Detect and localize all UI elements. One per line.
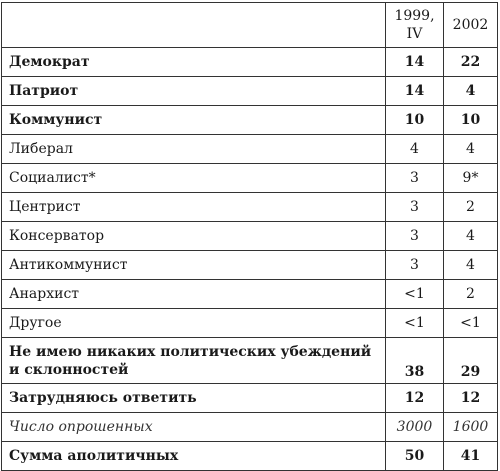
value-2002: <1 (444, 309, 498, 338)
table-row (2, 164, 498, 193)
row-label: Не имею никаких политических убеждений и склонностей (2, 338, 386, 384)
column-header-1999: 1999, IV (386, 3, 444, 48)
row-label: Анархист (2, 280, 386, 309)
empty-corner-cell (2, 3, 386, 48)
row-label: Число опрошенных (2, 413, 386, 442)
value-2002: 22 (444, 48, 498, 77)
value-2002: 41 (444, 442, 498, 471)
table-row (2, 413, 498, 442)
value-2002: 10 (444, 106, 498, 135)
table-row (2, 193, 498, 222)
header-row (2, 3, 498, 48)
value-1999: 3 (386, 193, 444, 222)
value-2002: 4 (444, 251, 498, 280)
value-2002: 12 (444, 384, 498, 413)
table-row (2, 338, 498, 384)
value-1999: 3 (386, 164, 444, 193)
table-row (2, 222, 498, 251)
row-label: Центрист (2, 193, 386, 222)
value-1999: 4 (386, 135, 444, 164)
table-row (2, 48, 498, 77)
table-row (2, 106, 498, 135)
table-row (2, 309, 498, 338)
table-row (2, 251, 498, 280)
table-row (2, 280, 498, 309)
value-2002: 2 (444, 193, 498, 222)
value-1999: 14 (386, 77, 444, 106)
value-2002: 2 (444, 280, 498, 309)
row-label: Консерватор (2, 222, 386, 251)
value-1999: 3000 (386, 413, 444, 442)
row-label: Демократ (2, 48, 386, 77)
value-2002: 1600 (444, 413, 498, 442)
value-2002: 9* (444, 164, 498, 193)
value-1999: 12 (386, 384, 444, 413)
value-1999: 3 (386, 251, 444, 280)
row-label: Либерал (2, 135, 386, 164)
row-label: Сумма аполитичных (2, 442, 386, 471)
survey-table-body (2, 3, 498, 471)
table-row (2, 135, 498, 164)
row-label: Патриот (2, 77, 386, 106)
value-1999: 38 (386, 338, 444, 384)
value-1999: 50 (386, 442, 444, 471)
value-2002: 4 (444, 135, 498, 164)
value-1999: 10 (386, 106, 444, 135)
value-2002: 4 (444, 222, 498, 251)
column-header-2002: 2002 (444, 3, 498, 48)
row-label: Антикоммунист (2, 251, 386, 280)
table-row (2, 384, 498, 413)
row-label: Социалист* (2, 164, 386, 193)
row-label: Другое (2, 309, 386, 338)
value-2002: 29 (444, 338, 498, 384)
table-row (2, 77, 498, 106)
row-label: Коммунист (2, 106, 386, 135)
value-2002: 4 (444, 77, 498, 106)
survey-table (1, 2, 498, 471)
value-1999: <1 (386, 280, 444, 309)
table-row (2, 442, 498, 471)
value-1999: 3 (386, 222, 444, 251)
row-label: Затрудняюсь ответить (2, 384, 386, 413)
value-1999: <1 (386, 309, 444, 338)
value-1999: 14 (386, 48, 444, 77)
